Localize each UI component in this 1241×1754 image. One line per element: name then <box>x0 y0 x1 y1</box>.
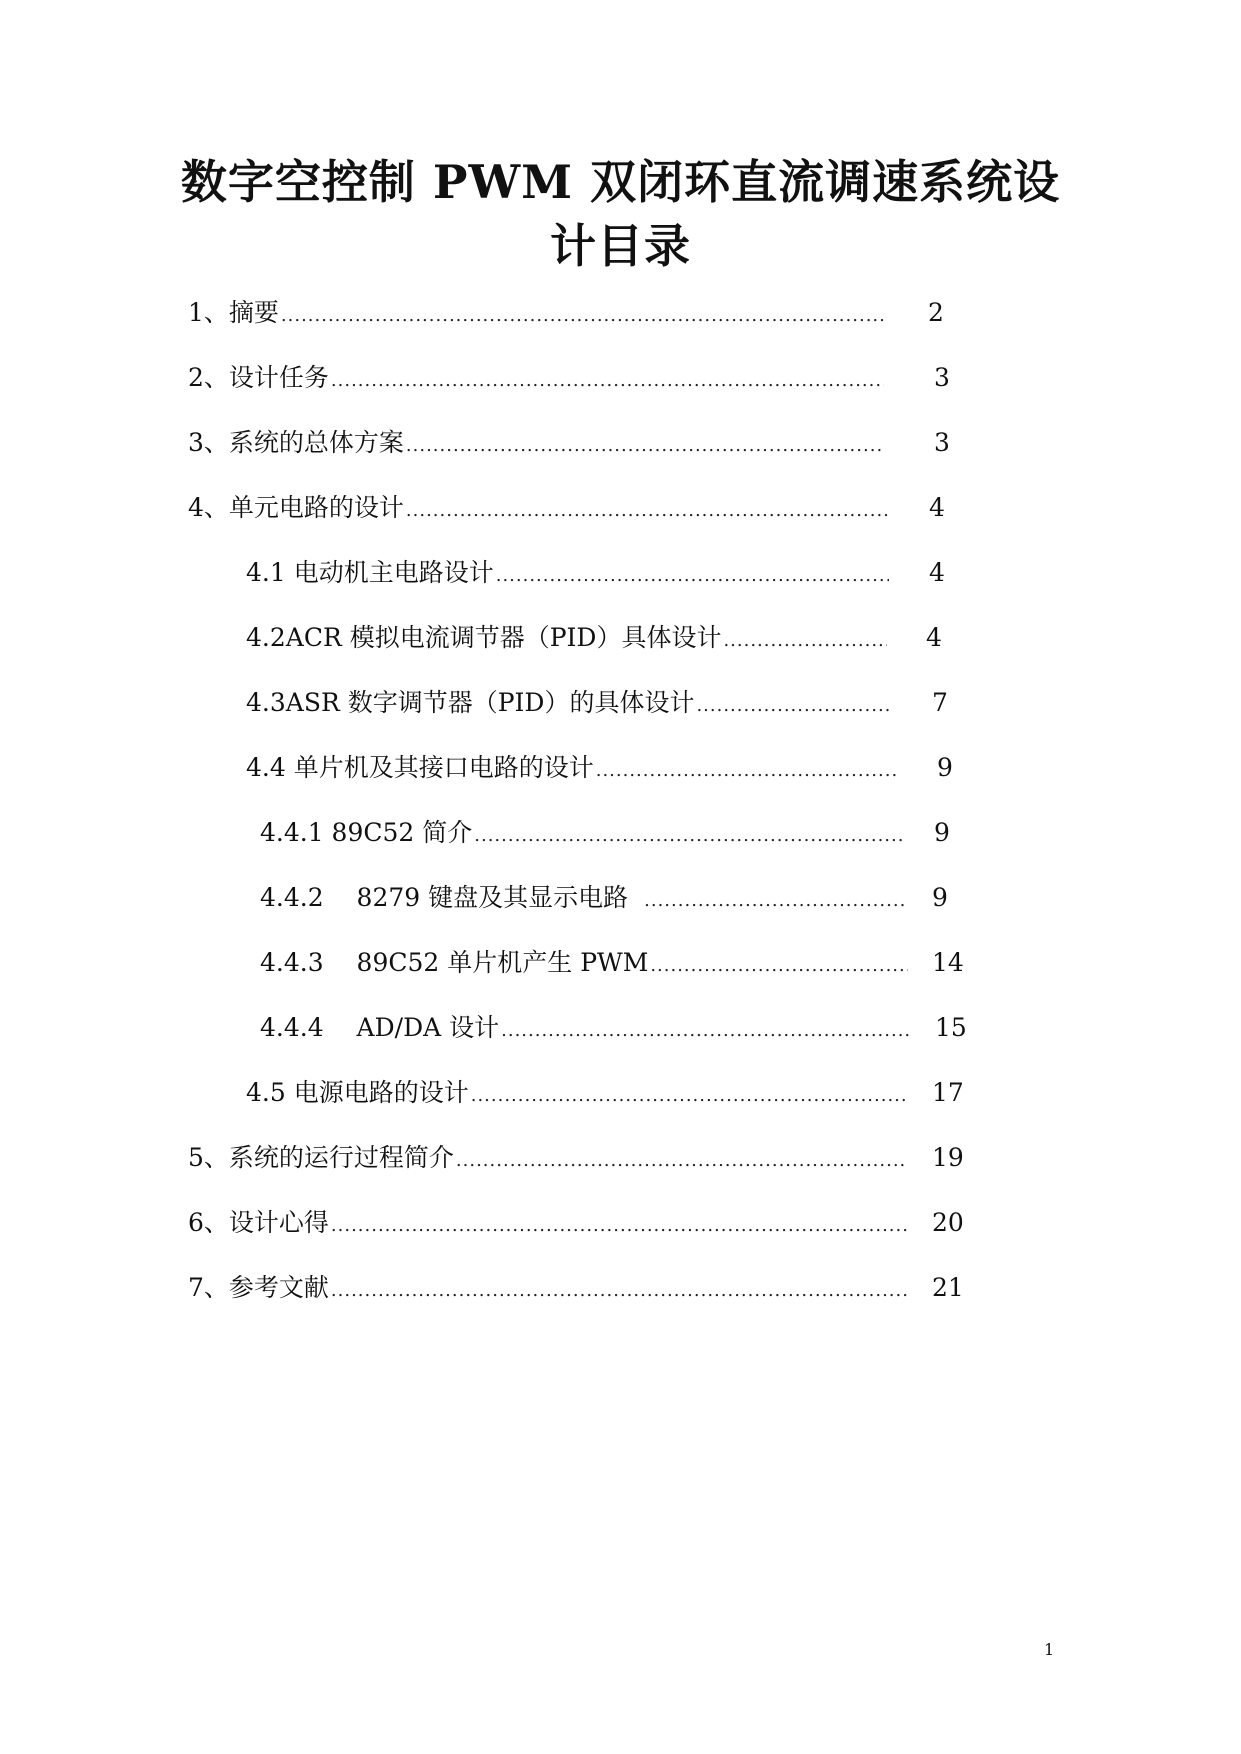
toc-leader-dots <box>644 884 906 918</box>
toc-entry-4-3[interactable] <box>246 686 948 720</box>
toc-leader-dots <box>331 1274 908 1308</box>
toc-entry-label: 2、设计任务 <box>188 363 329 392</box>
toc-entry-label: 4.1 电动机主电路设计 <box>246 558 494 587</box>
toc-entry-page: 17 <box>932 1078 964 1107</box>
toc-entry-page: 4 <box>929 493 945 522</box>
toc-entry-abstract[interactable] <box>188 296 944 330</box>
toc-leader-dots <box>474 819 906 853</box>
toc-entry-page: 14 <box>932 948 964 977</box>
toc-entry-label: 1、摘要 <box>188 298 279 327</box>
toc-entry-page: 19 <box>932 1143 964 1172</box>
toc-entry-operation[interactable] <box>188 1141 964 1175</box>
toc-entry-4-4-2[interactable] <box>260 881 948 915</box>
page-title-line-1: 数字空控制 PWM 双闭环直流调速系统设 <box>180 155 1061 209</box>
toc-leader-dots <box>696 689 892 723</box>
toc-entry-page: 9 <box>932 883 948 912</box>
toc-entry-page: 4 <box>926 623 942 652</box>
toc-leader-dots <box>496 559 889 593</box>
toc-leader-dots <box>331 364 884 398</box>
toc-leader-dots <box>501 1014 911 1048</box>
toc-entry-label: 4.4.3 89C52 单片机产生 PWM <box>260 948 649 977</box>
toc-entry-unit-circuit[interactable] <box>188 491 945 525</box>
toc-leader-dots <box>331 1209 908 1243</box>
toc-entry-references[interactable] <box>188 1271 964 1305</box>
toc-entry-overall-scheme[interactable] <box>188 426 950 460</box>
toc-leader-dots <box>596 754 897 788</box>
toc-leader-dots <box>471 1079 908 1113</box>
page-number: 1 <box>1044 1640 1055 1659</box>
toc-leader-dots <box>406 494 889 528</box>
toc-entry-label: 7、参考文献 <box>188 1273 329 1302</box>
toc-entry-label: 4、单元电路的设计 <box>188 493 404 522</box>
toc-entry-label: 4.4 单片机及其接口电路的设计 <box>246 753 594 782</box>
toc-leader-dots <box>406 429 884 463</box>
page-title <box>0 150 1241 278</box>
toc-entry-label: 4.2ACR 模拟电流调节器（PID）具体设计 <box>246 623 722 652</box>
toc-entry-page: 7 <box>932 688 948 717</box>
toc-entry-page: 2 <box>928 298 944 327</box>
toc-entry-4-5[interactable] <box>246 1076 964 1110</box>
toc-leader-dots <box>650 949 908 983</box>
toc-entry-page: 20 <box>932 1208 964 1237</box>
toc-entry-page: 21 <box>932 1273 964 1302</box>
toc-entry-label: 4.4.2 8279 键盘及其显示电路 <box>260 883 629 912</box>
toc-entry-label: 5、系统的运行过程简介 <box>188 1143 454 1172</box>
toc-entry-experience[interactable] <box>188 1206 964 1240</box>
toc-entry-4-4-1[interactable] <box>260 816 950 850</box>
toc-leader-dots <box>723 624 887 658</box>
toc-entry-page: 9 <box>937 753 953 782</box>
toc-entry-page: 4 <box>929 558 945 587</box>
toc-entry-page: 3 <box>934 428 950 457</box>
toc-entry-4-4-3[interactable] <box>260 946 964 980</box>
toc-entry-page: 9 <box>934 818 950 847</box>
toc-entry-label: 6、设计心得 <box>188 1208 329 1237</box>
toc-entry-4-4[interactable] <box>246 751 953 785</box>
toc-entry-design-task[interactable] <box>188 361 950 395</box>
toc-entry-label: 4.4.1 89C52 简介 <box>260 818 473 847</box>
toc-entry-label: 4.5 电源电路的设计 <box>246 1078 469 1107</box>
toc-entry-page: 3 <box>934 363 950 392</box>
toc-entry-page: 15 <box>935 1013 967 1042</box>
toc-entry-label: 4.4.4 AD/DA 设计 <box>260 1013 500 1042</box>
toc-entry-label: 4.3ASR 数字调节器（PID）的具体设计 <box>246 688 695 717</box>
toc-entry-4-4-4[interactable] <box>260 1011 967 1045</box>
toc-leader-dots <box>456 1144 908 1178</box>
page-title-line-2: 计目录 <box>550 219 691 273</box>
toc-entry-4-2[interactable] <box>246 621 942 655</box>
toc-entry-4-1[interactable] <box>246 556 945 590</box>
toc-leader-dots <box>281 299 884 333</box>
toc-entry-label: 3、系统的总体方案 <box>188 428 404 457</box>
